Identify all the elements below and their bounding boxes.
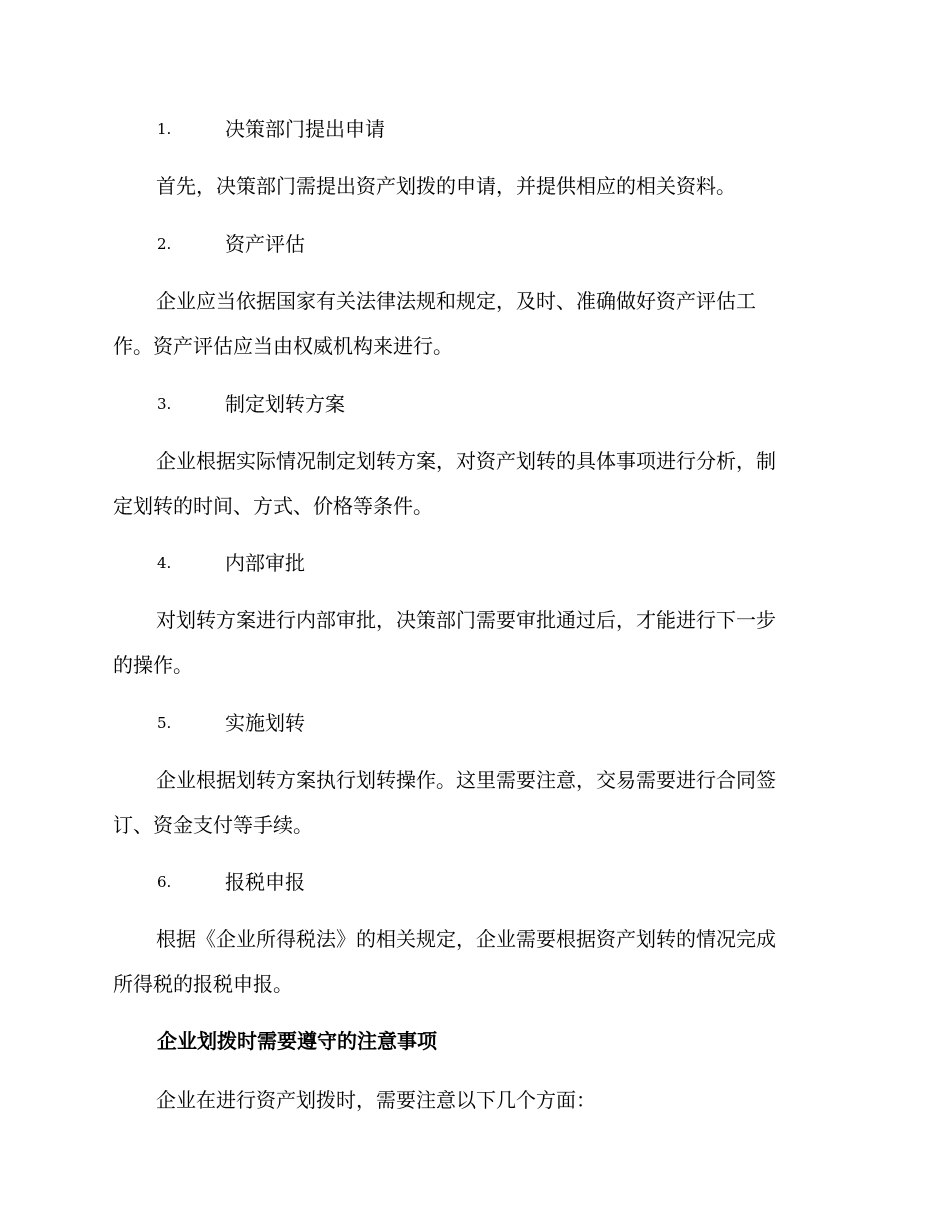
step-4: [0, 548, 950, 578]
step-number: 3.: [157, 395, 172, 413]
body-line: 的操作。: [113, 653, 193, 677]
body-line: 企业应当依据国家有关法律法规和规定，及时、准确做好资产评估工: [156, 289, 756, 313]
step-6-body: [113, 917, 833, 1007]
step-6: [0, 867, 950, 897]
body-line: 所得税的报税申报。: [113, 972, 293, 996]
step-number: 2.: [157, 235, 172, 253]
body-line: 首先，决策部门需提出资产划拨的申请，并提供相应的相关资料。: [156, 174, 736, 198]
body-line: 企业在进行资产划拨时，需要注意以下几个方面：: [156, 1088, 596, 1112]
step-number: 4.: [157, 554, 172, 572]
step-5: [0, 708, 950, 738]
step-3: [0, 389, 950, 419]
step-3-body: [113, 439, 833, 529]
step-number: 1.: [157, 120, 172, 138]
step-title: 内部审批: [225, 551, 305, 575]
step-number: 5.: [157, 714, 172, 732]
step-title: 报税申报: [225, 870, 305, 894]
body-line: 订、资金支付等手续。: [113, 813, 313, 837]
body-line: 企业根据划转方案执行划转操作。这里需要注意，交易需要进行合同签: [156, 768, 776, 792]
step-1: [0, 114, 950, 144]
section-heading: 企业划拨时需要遵守的注意事项: [157, 1029, 437, 1053]
step-title: 决策部门提出申请: [225, 117, 385, 141]
step-title: 资产评估: [225, 232, 305, 256]
step-2: [0, 229, 950, 259]
body-line: 对划转方案进行内部审批，决策部门需要审批通过后，才能进行下一步: [156, 608, 776, 632]
body-line: 作。资产评估应当由权威机构来进行。: [113, 334, 453, 358]
section-intro: [113, 1078, 833, 1123]
step-number: 6.: [157, 873, 172, 891]
step-2-body: [113, 279, 833, 369]
step-title: 制定划转方案: [225, 392, 345, 416]
body-line: 根据《企业所得税法》的相关规定，企业需要根据资产划转的情况完成: [156, 927, 776, 951]
step-4-body: [113, 598, 833, 688]
step-1-body: [113, 164, 833, 209]
step-title: 实施划转: [225, 711, 305, 735]
body-line: 定划转的时间、方式、价格等条件。: [113, 494, 433, 518]
step-5-body: [113, 758, 833, 848]
body-line: 企业根据实际情况制定划转方案，对资产划转的具体事项进行分析，制: [156, 449, 776, 473]
